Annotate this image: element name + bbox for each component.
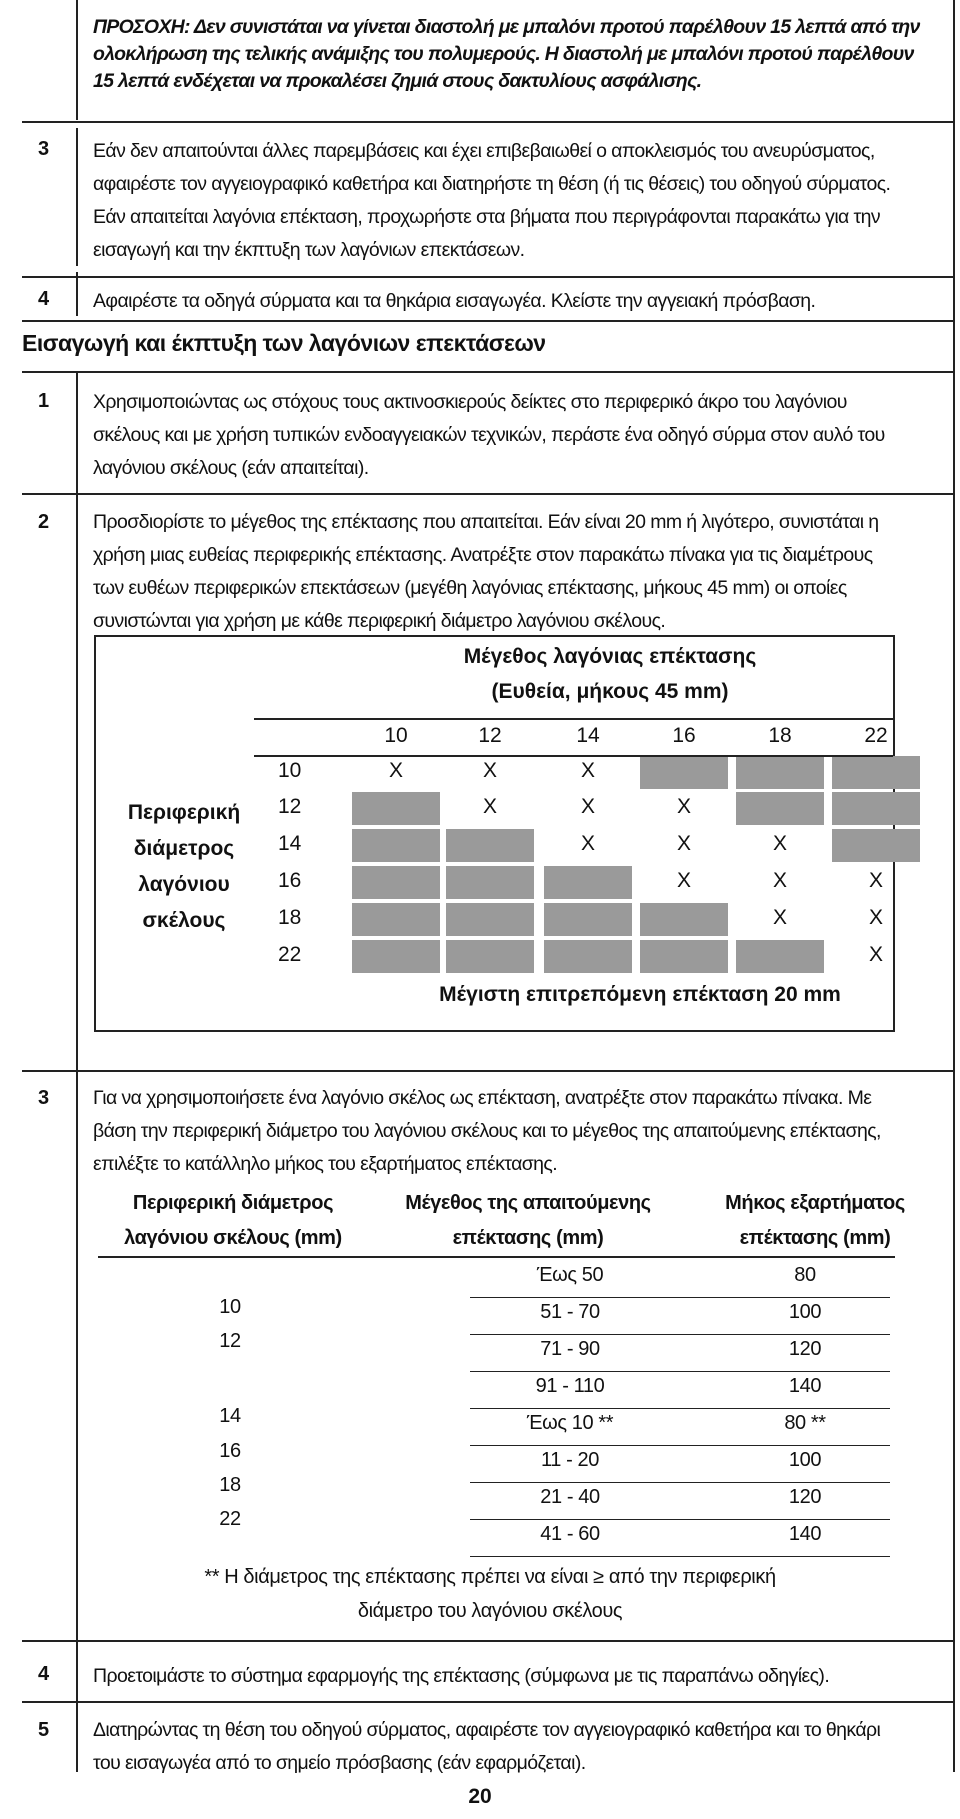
- table-title-line1: Μέγεθος λαγόνιας επέκτασης: [463, 645, 757, 668]
- frame-left-line: [76, 0, 78, 120]
- gray-cell: [736, 756, 824, 789]
- x-mark: X: [868, 869, 883, 892]
- row-label: 14: [278, 832, 302, 855]
- row-rule: [470, 1334, 890, 1335]
- x-mark: X: [772, 832, 787, 855]
- range-cell: 71 - 90: [540, 1338, 600, 1360]
- row-label: 18: [278, 906, 302, 929]
- x-mark: X: [388, 759, 403, 782]
- gray-cell: [832, 792, 920, 825]
- header-line: επέκτασης (mm): [452, 1227, 604, 1249]
- range-cell: 11 - 20: [541, 1449, 599, 1471]
- warning-block: [93, 14, 923, 95]
- range-cell: 51 - 70: [540, 1301, 600, 1323]
- row-label: 12: [278, 795, 302, 818]
- step-text: Προετοιμάστε το σύστημα εφαρμογής της επέκτασης (σύμφωνα με τις παραπάνω οδηγίες).: [93, 1665, 830, 1687]
- gray-cell: [352, 866, 440, 899]
- diameter-cell: 14: [219, 1405, 241, 1427]
- table-rule: [254, 755, 893, 757]
- range-cell: 91 - 110: [535, 1375, 605, 1397]
- row-rule: [470, 1556, 890, 1557]
- table-rule: [98, 1256, 895, 1258]
- gray-cell: [446, 866, 534, 899]
- gray-cell: [544, 866, 632, 899]
- gray-cell: [352, 903, 440, 936]
- header-line: Περιφερική διάμετρος: [132, 1192, 334, 1214]
- x-mark: X: [580, 759, 595, 782]
- header-line: λαγόνιου σκέλους (mm): [124, 1227, 342, 1249]
- gray-cell: [352, 792, 440, 825]
- row-label: 10: [278, 759, 302, 782]
- column-header: 12: [478, 724, 502, 747]
- note-line: ** Η διάμετρος της επέκτασης πρέπει να είναι ≥ από την περιφερική: [204, 1566, 776, 1588]
- warning-text: Δεν συνιστάται να γίνεται διαστολή με μπαλόνι προτού παρέλθουν 15 λεπτά από την ολοκλήρωση της τελικής ανάμιξης του πολυμερούς. Η διαστολή με μπαλόνι προτού παρέλθουν 15 λεπτά ενδέχεται να προκαλέσει ζημιά στους δακτυλίους ασφάλισης.: [93, 16, 920, 92]
- table-title-line2: (Ευθεία, μήκους 45 mm): [491, 680, 729, 703]
- row-rule: [470, 1371, 890, 1372]
- row-label: 16: [278, 869, 302, 892]
- divider: [22, 1701, 955, 1703]
- divider: [22, 1070, 955, 1072]
- header-line: επέκτασης (mm): [739, 1227, 891, 1249]
- gray-cell: [446, 940, 534, 973]
- diameter-cell: 10: [219, 1296, 241, 1318]
- table2-header-length: [690, 1186, 940, 1256]
- x-mark: X: [482, 795, 497, 818]
- table-rule: [254, 718, 893, 720]
- x-mark: X: [868, 906, 883, 929]
- x-mark: X: [580, 795, 595, 818]
- divider: [22, 121, 955, 123]
- step-number: 1: [38, 390, 50, 412]
- x-mark: X: [772, 906, 787, 929]
- row-header-line: διάμετρος: [133, 837, 235, 860]
- gray-cell: [446, 903, 534, 936]
- step-text: Διατηρώντας τη θέση του οδηγού σύρματος, αφαιρέστε τον αγγειογραφικό καθετήρα και το θηκάρι του εισαγωγέα από το σημείο πρόσβασης (εάν εφαρμόζεται).: [93, 1719, 881, 1774]
- table2-note: [100, 1560, 880, 1628]
- row-rule: [470, 1519, 890, 1520]
- x-mark: X: [676, 832, 691, 855]
- length-cell: 100: [788, 1301, 822, 1323]
- length-cell: 120: [788, 1338, 822, 1360]
- step-text: Προσδιορίστε το μέγεθος της επέκτασης που απαιτείται. Εάν είναι 20 mm ή λιγότερο, συνιστάται η χρήση μιας ευθείας περιφερικής επέκτασης. Ανατρέξτε στον παρακάτω πίνακα για τις διαμέτρους των ευθέων περιφερικών επεκτάσεων (μεγέθη λαγόνιας επέκτασης, μήκους 45 mm) οι οποίες συνιστώνται για χρήση με κάθε περιφερική διάμετρο λαγόνιου σκέλους.: [93, 511, 879, 632]
- frame-left-line: [76, 128, 78, 266]
- page-number: 20: [468, 1785, 492, 1808]
- x-mark: X: [772, 869, 787, 892]
- note-line: διάμετρο του λαγόνιου σκέλους: [357, 1600, 623, 1622]
- row-header-line: λαγόνιου: [138, 873, 230, 896]
- x-mark: X: [580, 832, 595, 855]
- column-header: 10: [384, 724, 408, 747]
- step-text: Αφαιρέστε τα οδηγά σύρματα και τα θηκάρια εισαγωγέα. Κλείστε την αγγειακή πρόσβαση.: [93, 290, 816, 312]
- header-line: Μέγεθος της απαιτούμενης: [405, 1192, 651, 1214]
- header-line: Μήκος εξαρτήματος: [725, 1192, 905, 1214]
- range-cell: Έως 10 **: [526, 1412, 614, 1434]
- frame-left-line: [76, 272, 78, 316]
- range-cell: Έως 50: [536, 1264, 604, 1286]
- table-footer: Μέγιστη επιτρεπόμενη επέκταση 20 mm: [439, 983, 841, 1006]
- step-number: 3: [38, 138, 50, 160]
- length-cell: 140: [788, 1375, 822, 1397]
- step-text: Για να χρησιμοποιήσετε ένα λαγόνιο σκέλος ως επέκταση, ανατρέξτε στον παρακάτω πίνακα. Με βάση την περιφερική διάμετρο του λαγόνιου σκέλους και το μέγεθος της απαιτούμενης επέκτασης, επιλέξτε το κατάλληλο μήκος του εξαρτήματος επέκτασης.: [93, 1087, 881, 1175]
- gray-cell: [446, 829, 534, 862]
- x-mark: X: [482, 759, 497, 782]
- gray-cell: [736, 792, 824, 825]
- range-cell: 41 - 60: [540, 1523, 600, 1545]
- row-header: [104, 795, 264, 939]
- gray-cell: [352, 829, 440, 862]
- step-number: 5: [38, 1719, 50, 1741]
- gray-cell: [640, 756, 728, 789]
- column-header: 16: [672, 724, 696, 747]
- diameter-cell: 12: [219, 1330, 241, 1352]
- step-number: 4: [38, 288, 50, 310]
- row-rule: [470, 1445, 890, 1446]
- frame-right-line: [953, 0, 955, 1772]
- x-mark: X: [676, 795, 691, 818]
- diameter-cell: 18: [219, 1474, 241, 1496]
- table2-header-size: [378, 1186, 678, 1256]
- divider: [22, 320, 955, 322]
- row-label: 22: [278, 943, 302, 966]
- row-rule: [470, 1482, 890, 1483]
- divider: [22, 1640, 955, 1642]
- length-cell: 80 **: [784, 1412, 826, 1434]
- diameter-cell: 22: [219, 1508, 241, 1530]
- frame-left-line: [76, 372, 78, 1772]
- x-mark: X: [676, 869, 691, 892]
- x-mark: X: [868, 943, 883, 966]
- gray-cell: [352, 940, 440, 973]
- length-cell: 80: [794, 1264, 816, 1286]
- gray-cell: [640, 903, 728, 936]
- gray-cell: [640, 940, 728, 973]
- row-rule: [470, 1408, 890, 1409]
- divider: [22, 493, 955, 495]
- warning-label: ΠΡΟΣΟΧΗ:: [93, 16, 190, 38]
- length-cell: 100: [788, 1449, 822, 1471]
- diameter-cell: 16: [219, 1440, 241, 1462]
- column-header: 22: [864, 724, 888, 747]
- table2-header-diameter: [98, 1186, 368, 1256]
- row-header-line: Περιφερική: [127, 801, 241, 824]
- row-rule: [470, 1297, 890, 1298]
- divider: [22, 371, 955, 373]
- step-number: 2: [38, 511, 50, 533]
- gray-cell: [736, 940, 824, 973]
- step-text: Χρησιμοποιώντας ως στόχους τους ακτινοσκιερούς δείκτες στο περιφερικό άκρο του λαγόνιου σκέλους και με χρήση τυπικών ενδοαγγειακών τεχνικών, περάστε ένα οδηγό σύρμα στον αυλό του λαγόνιου σκέλους (εάν απαιτείται).: [93, 391, 885, 479]
- section-title: Εισαγωγή και έκπτυξη των λαγόνιων επεκτάσεων: [22, 330, 546, 356]
- gray-cell: [832, 829, 920, 862]
- gray-cell: [832, 756, 920, 789]
- divider: [22, 276, 955, 278]
- row-header-line: σκέλους: [142, 909, 226, 932]
- column-header: 18: [768, 724, 792, 747]
- step-number: 4: [38, 1663, 50, 1685]
- gray-cell: [544, 903, 632, 936]
- length-cell: 120: [788, 1486, 822, 1508]
- column-header: 14: [576, 724, 600, 747]
- length-cell: 140: [788, 1523, 822, 1545]
- step-number: 3: [38, 1087, 50, 1109]
- range-cell: 21 - 40: [540, 1486, 600, 1508]
- step-text: Εάν δεν απαιτούνται άλλες παρεμβάσεις και έχει επιβεβαιωθεί ο αποκλεισμός του ανευρύσματος, αφαιρέστε τον αγγειογραφικό καθετήρα και διατηρήστε τη θέση (ή τις θέσεις) του οδηγού σύρματος. Εάν απαιτείται λαγόνια επέκταση, προχωρήστε στα βήματα που περιγράφονται παρακάτω για την εισαγωγή και την έκπτυξη των λαγόνιων επεκτάσεων.: [93, 140, 891, 261]
- gray-cell: [544, 940, 632, 973]
